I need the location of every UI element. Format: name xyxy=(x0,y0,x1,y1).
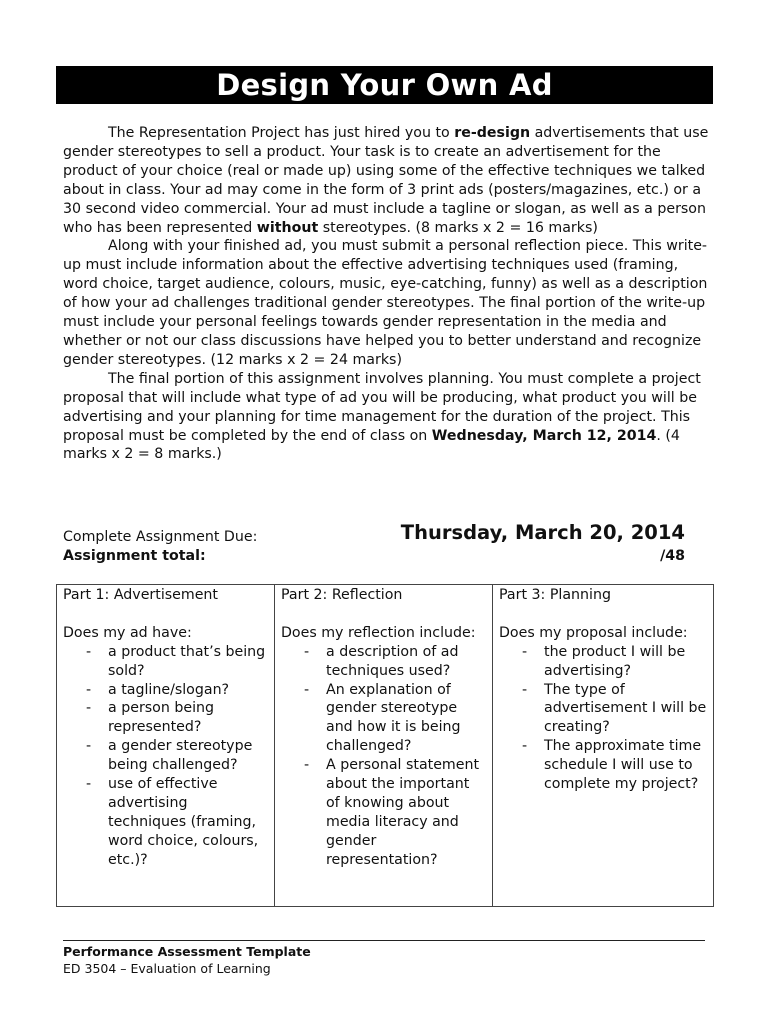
column-question: Does my proposal include: xyxy=(499,624,688,641)
total-value: /48 xyxy=(660,548,685,564)
column-heading: Part 3: Planning xyxy=(499,587,611,603)
column-question: Does my ad have: xyxy=(63,624,192,641)
list-item: - a tagline/slogan? xyxy=(108,681,268,700)
column-heading: Part 2: Reflection xyxy=(281,587,403,603)
rubric-column-reflection xyxy=(275,585,493,907)
bold-text: without xyxy=(256,219,319,236)
bold-text: Wednesday, March 12, 2014 xyxy=(431,427,657,444)
rubric-column-advertisement xyxy=(57,585,275,907)
footer-title: Performance Assessment Template xyxy=(63,944,311,959)
list-item: - The type of advertisement I will be creating? xyxy=(544,681,707,738)
footer-divider xyxy=(63,940,705,941)
total-label: Assignment total: xyxy=(63,548,206,564)
text: . (4 marks x 2 = 8 marks.) xyxy=(63,427,680,463)
paragraph-ad xyxy=(63,124,713,237)
text: The Representation Project has just hired you to xyxy=(108,125,455,141)
checklist xyxy=(63,643,268,870)
checklist xyxy=(281,643,486,870)
list-item: - the product I will be advertising? xyxy=(544,643,707,681)
list-item: - a person being represented? xyxy=(108,699,268,737)
rubric-column-planning xyxy=(493,585,714,907)
paragraph-reflection: Along with your finished ad, you must submit a personal reflection piece. This write-up must include information about the effective advertising techniques used (framing, word choice, target audience, colours, music, eye-catching, funny) as well as a description of how your ad challenges traditional gender stereotypes. The final portion of the write-up must include your personal feelings towards gender representation in the media and whether or not our class discussions have helped you to better understand and recognize gender stereotypes. (12 marks x 2 = 24 marks) xyxy=(63,238,708,368)
list-item: - a gender stereotype being challenged? xyxy=(108,737,268,775)
list-item: - use of effective advertising techniques (framing, word choice, colours, etc.)? xyxy=(108,775,268,870)
list-item: - An explanation of gender stereotype and how it is being challenged? xyxy=(326,681,486,757)
list-item: - The approximate time schedule I will use to complete my project? xyxy=(544,737,707,794)
list-item: - a description of ad techniques used? xyxy=(326,643,486,681)
list-item: - a product that’s being sold? xyxy=(108,643,268,681)
column-heading: Part 1: Advertisement xyxy=(63,587,218,603)
checklist xyxy=(499,643,707,794)
page-title: Design Your Own Ad xyxy=(56,66,713,104)
text: stereotypes. (8 marks x 2 = 16 marks) xyxy=(318,219,598,236)
rubric-table xyxy=(56,584,714,907)
due-date: Thursday, March 20, 2014 xyxy=(400,521,685,544)
list-item: - A personal statement about the important of knowing about media literacy and gender representation? xyxy=(326,756,486,869)
bold-text: re-design xyxy=(454,125,531,141)
column-question: Does my reflection include: xyxy=(281,624,476,641)
assignment-description xyxy=(63,124,713,464)
table-row xyxy=(57,585,714,907)
paragraph-planning xyxy=(63,370,713,465)
text: advertisements that use gender stereotypes to sell a product. Your task is to create an advertisement for the product of your choice (real or made up) using some of the effective techniques we talked about in class. Your ad may come in the form of 3 print ads (posters/magazines, etc.) or a 30 second video commercial. Your ad must include a tagline or slogan, as well as a person who has been represented xyxy=(63,125,709,236)
due-label: Complete Assignment Due: xyxy=(63,529,258,545)
text: The final portion of this assignment involves planning. You must complete a project proposal that will include what type of ad you will be producing, what product you will be advertising and your planning for time management for the duration of the project. This proposal must be completed by the end of class on xyxy=(63,370,701,444)
footer-course: ED 3504 – Evaluation of Learning xyxy=(63,961,271,976)
